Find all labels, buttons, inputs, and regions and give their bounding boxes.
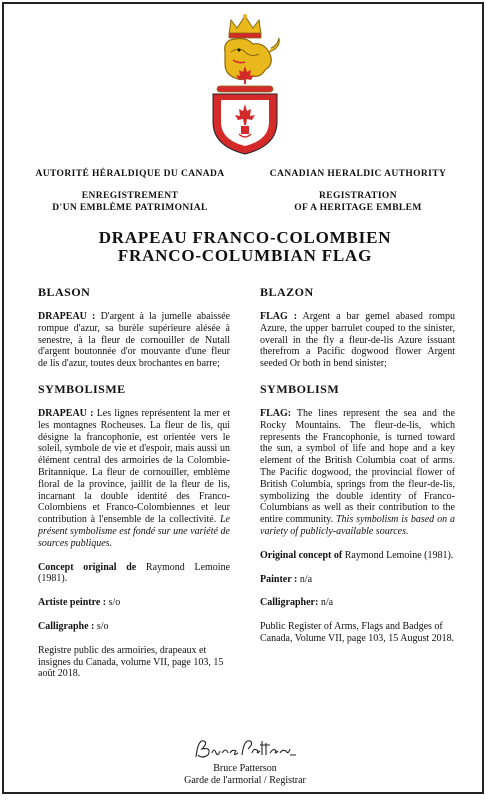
symbolism-label-en: FLAG: [260, 407, 292, 419]
painter-value-fr: s/o [108, 597, 121, 609]
english-column [260, 285, 455, 645]
blazon-body-fr: D'argent à la jumelle abaissée rompue d'azur, sa burèle supérieure alésée à senestre, à la fleur de cornouiller de Nutall d'argent boutonnée d'or mouvante d'une fleur de lis d'azur, toutes deux brochantes en barre; [38, 311, 231, 370]
blazon-text-en [260, 311, 455, 370]
painter-value-en: n/a [299, 573, 313, 585]
document-title [0, 229, 490, 265]
signatory-name: Bruce Patterson [213, 763, 277, 774]
register-text-fr: Registre public des armoiries, drapeaux et insignes du Canada, volume VII, page 103, 15 août 2018. [38, 644, 224, 680]
handwritten-signature [190, 735, 300, 763]
authority-name-fr: AUTORITÉ HÉRALDIQUE DU CANADA [35, 169, 225, 179]
concept-label-en: Original concept of [260, 549, 343, 561]
blazon-text-fr [38, 311, 230, 370]
registration-line1-fr: ENREGISTREMENT [81, 191, 179, 201]
symbolism-text-fr [38, 408, 230, 550]
registration-line2-fr: D'UN EMBLÈME PATRIMONIAL [52, 203, 208, 213]
symbolism-heading-fr: SYMBOLISME [38, 381, 126, 396]
calligrapher-value-fr: s/o [96, 620, 109, 632]
register-text-en: Public Register of Arms, Flags and Badges of Canada, Volume VII, page 103, 15 August 2018. [260, 621, 455, 644]
title-fr: DRAPEAU FRANCO-COLOMBIEN [98, 228, 392, 247]
heraldic-authority-arms [195, 12, 295, 157]
header-french [30, 168, 230, 214]
painter-label-en: Painter : [260, 573, 298, 585]
blazon-heading-en: BLAZON [260, 285, 314, 299]
calligrapher-line-fr [38, 621, 230, 633]
concept-value-en: Raymond Lemoine (1981). [344, 549, 454, 561]
concept-label-fr: Concept original de [38, 561, 137, 573]
symbolism-note-fr: Le présent symbolisme est fondé sur une variété de sources publiques. [38, 514, 230, 549]
calligrapher-label-en: Calligrapher: [260, 597, 319, 609]
heraldic-shield-icon [213, 94, 277, 154]
symbolism-note-en: This symbolism is based on a variety of publicly-available sources. [260, 514, 456, 537]
registration-line1-en: REGISTRATION [318, 191, 397, 201]
symbolism-label-fr: DRAPEAU : [38, 407, 94, 419]
blazon-heading-fr: BLASON [38, 285, 91, 299]
crowned-lion-icon [225, 38, 280, 80]
blazon-body-en: Argent a bar gemel abased rompu Azure, the upper barrulet couped to the sinister, overall in the fly a fleur-de-lis Azure issuant therefrom a Pacific dogwood flower Argent seeded Or both in bend sinister; [260, 311, 455, 370]
signatory-title: Garde de l'armorial / Registrar [184, 775, 306, 786]
calligrapher-line-en [260, 597, 455, 609]
royal-crown-icon [229, 14, 261, 38]
title-en: FRANCO-COLUMBIAN FLAG [117, 246, 373, 265]
symbolism-text-en [260, 408, 455, 538]
signature-block [0, 735, 490, 787]
symbolism-body-fr: Les lignes représentent la mer et les montagnes Rocheuses. La fleur de lis, qui désigne la francophonie, est orientée vers le soleil, symbole de vie et d'espoir, mais aussi un élément central des armoiries de la Colombie-Britannique. La fleur de cornouiller, emblème floral de la province, jaillit de la fleur de lis, incarnant la double identité des Franco-Colombiens et Franco-Colombiennes et leur contribution à l'ensemble de la collectivité. [38, 407, 231, 526]
blazon-label-en: FLAG : [260, 311, 298, 322]
painter-label-fr: Artiste peintre : [38, 597, 107, 609]
blazon-label-fr: DRAPEAU : [38, 311, 96, 322]
painter-line-en [260, 574, 455, 586]
french-column [38, 285, 230, 680]
symbolism-body-en: The lines represent the sea and the Rocky Mountains. The fleur-de-lis, which represents the Francophonie, is turned toward the sun, a symbol of life and hope and a key element of the British Columbia coat of arms. The Pacific dogwood, the provincial flower of British Columbia, springs from the fleur-de-lis, symbolizing the double identity of Franco-Columbians as well as their contribution to the entire community. [260, 407, 455, 526]
symbolism-heading-en: SYMBOLISM [260, 381, 340, 396]
registration-line2-en: OF A HERITAGE EMBLEM [294, 203, 422, 213]
calligrapher-label-fr: Calligraphe : [38, 620, 95, 632]
calligrapher-value-en: n/a [320, 597, 334, 609]
header-english [258, 168, 458, 214]
concept-value-fr: Raymond Lemoine (1981). [38, 561, 231, 585]
concept-line-en [260, 550, 455, 562]
concept-line-fr [38, 562, 230, 586]
authority-name-en: CANADIAN HERALDIC AUTHORITY [269, 169, 447, 179]
painter-line-fr [38, 597, 230, 609]
